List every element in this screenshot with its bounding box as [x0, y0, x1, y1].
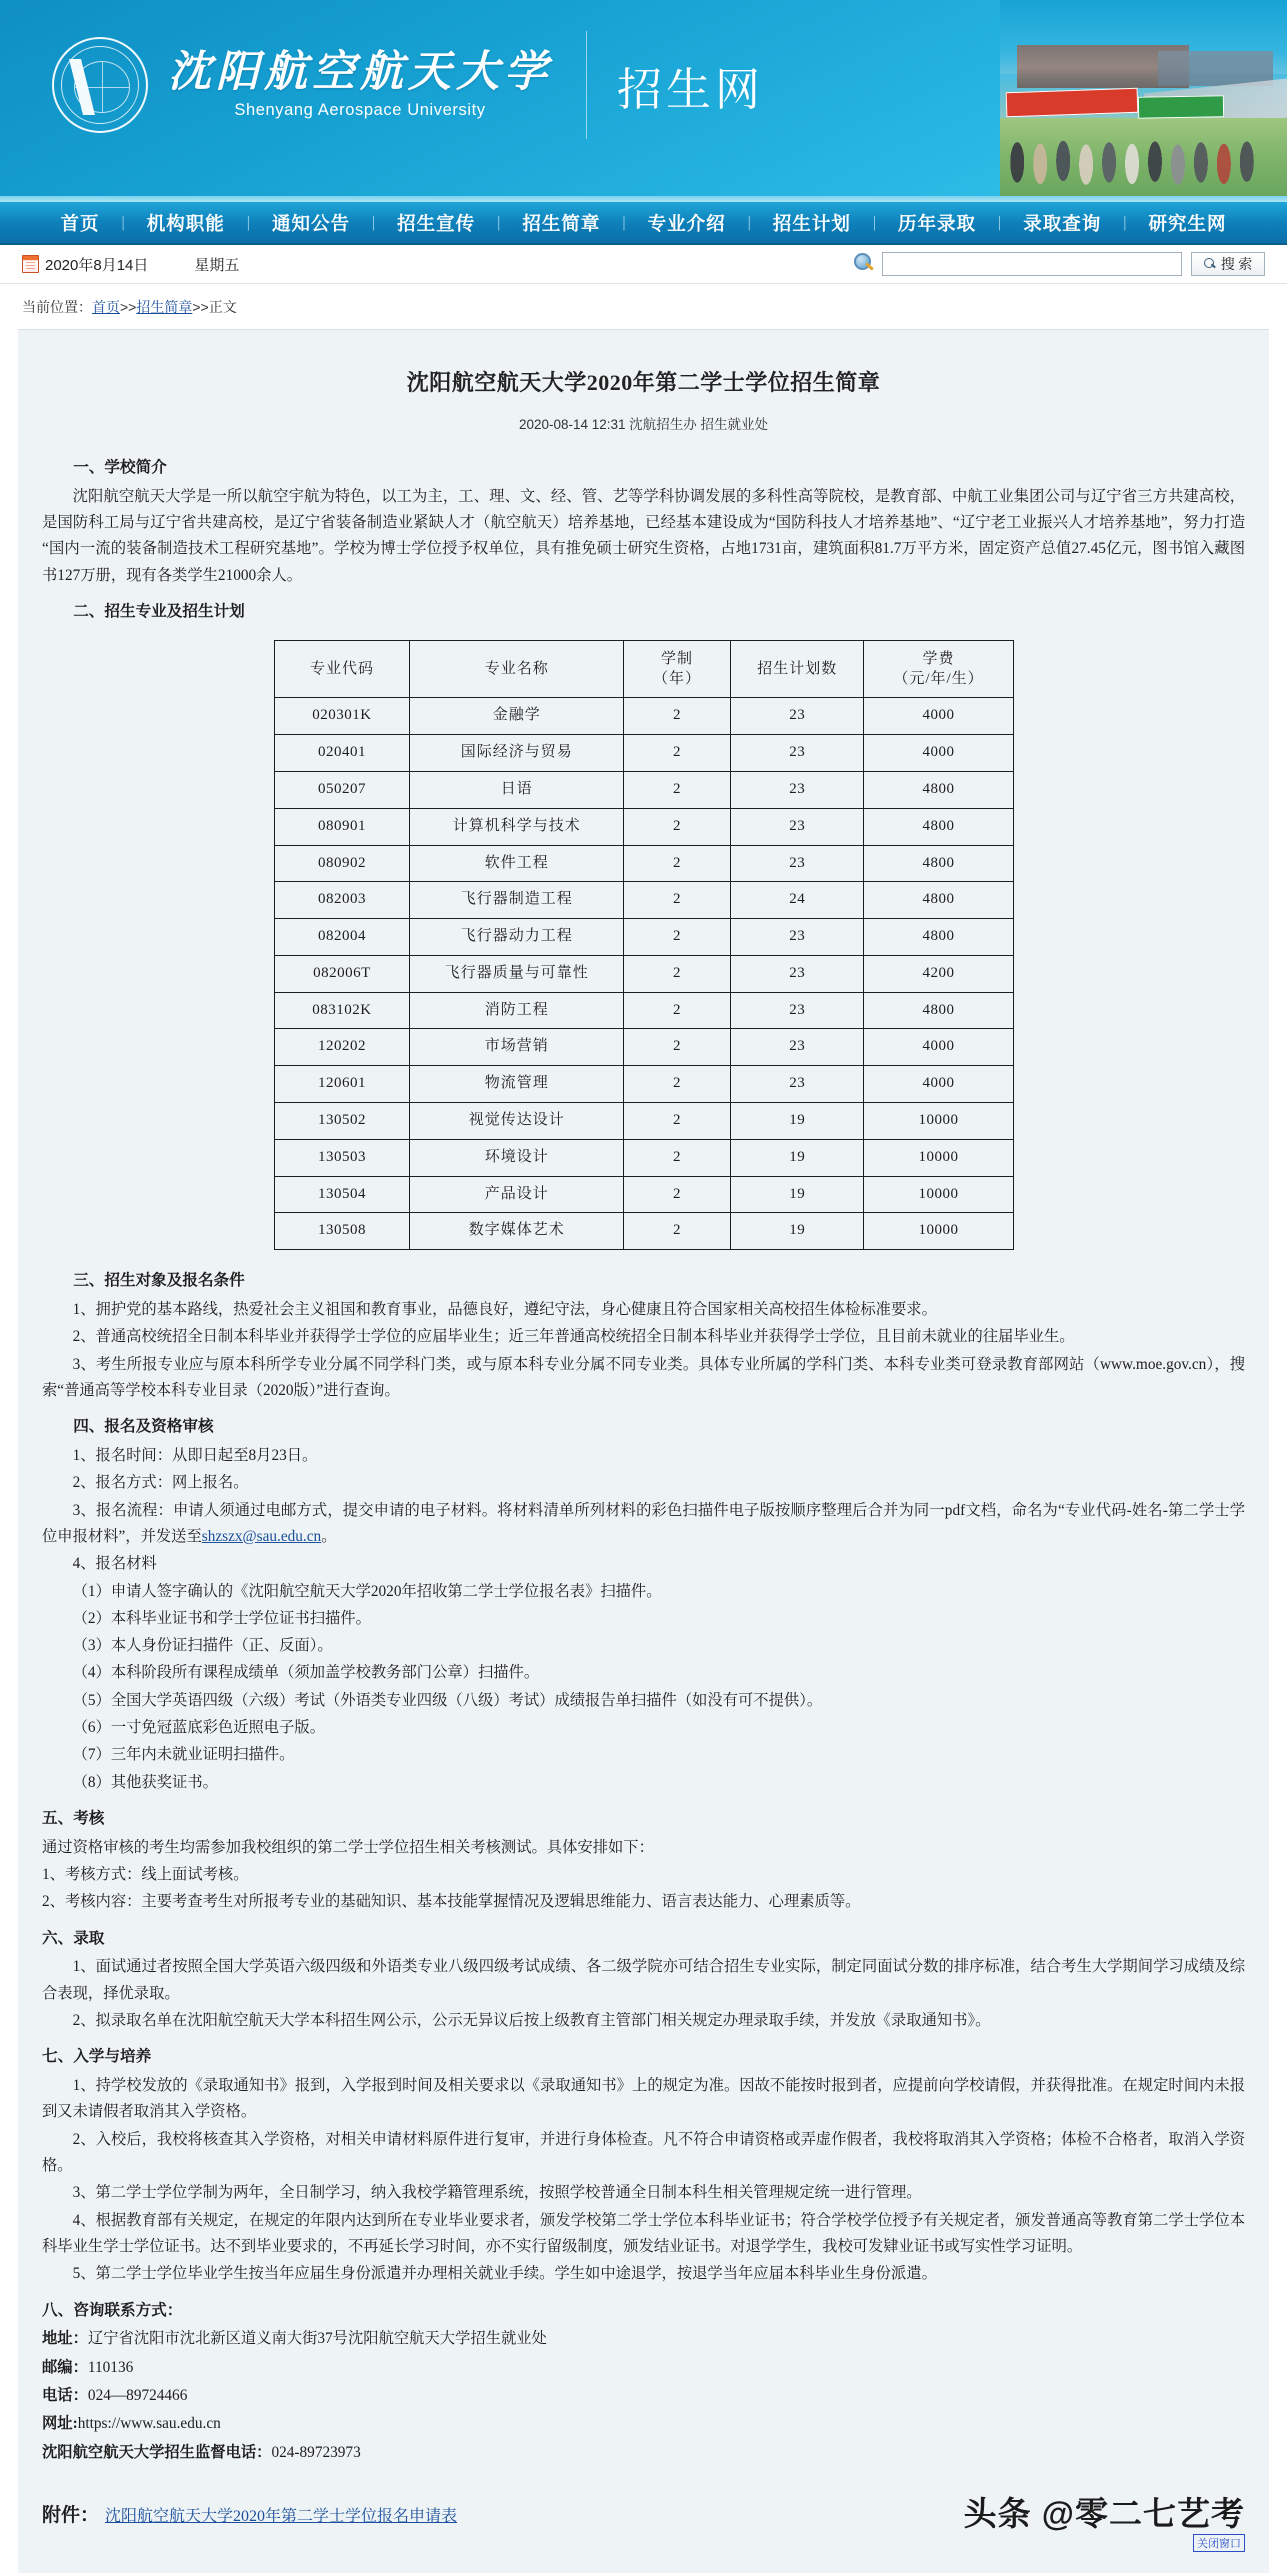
sec7-item-2: 2、入校后，我校将核查其入学资格，对相关申请材料原件进行复审，并进行身体检查。凡不符合申请资格或弄虚作假者，我校将取消其入学资格；体检不合格者，取消入学资格。	[42, 2127, 1245, 2180]
contact-website-key: 网址	[42, 2415, 73, 2432]
col-header-tuition-l1: 学费	[868, 649, 1008, 669]
site-header	[0, 0, 1287, 196]
sec4-item-2: 2、报名方式：网上报名。	[42, 1470, 1245, 1496]
table-row	[274, 845, 1013, 882]
table-row	[274, 1176, 1013, 1213]
campus-photo-banner	[1000, 0, 1287, 196]
table-row	[274, 1029, 1013, 1066]
nav-separator: |	[497, 214, 500, 232]
contact-phone-value: 024—89724466	[88, 2387, 187, 2404]
majors-table-body	[274, 698, 1013, 1250]
sec4-item-3-text: 3、报名流程：申请人须通过电邮方式，提交申请的电子材料。将材料清单所列材料的彩色扫描件电子版按顺序整理后合并为同一pdf文档，命名为“专业代码-姓名-第二学士学位申报材料”，并发送至	[42, 1502, 1245, 1545]
sec4-material-7: （7）三年内未就业证明扫描件。	[42, 1742, 1245, 1768]
logo-wordmark	[168, 50, 552, 120]
watermark	[964, 2488, 1245, 2535]
major-duration: 2	[624, 808, 731, 845]
nav-item-organization[interactable]: 机构职能	[125, 210, 247, 236]
sec4-item-3	[42, 1498, 1245, 1551]
nav-item-graduate-site[interactable]: 研究生网	[1126, 210, 1248, 236]
majors-table-head	[274, 640, 1013, 698]
sec7-item-5: 5、第二学士学位毕业学生按当年应届生身份派遣并办理相关就业手续。学生如中途退学，按退学当年应届本科毕业生身份派遣。	[42, 2261, 1245, 2287]
major-plan-count: 23	[731, 698, 864, 735]
breadcrumb-home[interactable]: 首页	[92, 299, 120, 315]
major-duration: 2	[624, 955, 731, 992]
nav-item-past-admissions[interactable]: 历年录取	[876, 210, 998, 236]
article-body	[18, 455, 1269, 2533]
major-duration: 2	[624, 1029, 731, 1066]
major-duration: 2	[624, 698, 731, 735]
major-duration: 2	[624, 992, 731, 1029]
major-plan-count: 19	[731, 1139, 864, 1176]
major-name: 视觉传达设计	[410, 1103, 624, 1140]
section-heading-5: 五、考核	[42, 1806, 1245, 1833]
major-plan-count: 23	[731, 735, 864, 772]
major-tuition: 4800	[864, 771, 1013, 808]
breadcrumb	[0, 284, 1287, 329]
contact-postcode-sep: ：	[73, 2359, 88, 2376]
search-input[interactable]	[882, 252, 1182, 276]
sec4-item-3-period: 。	[321, 1528, 336, 1545]
table-row	[274, 1066, 1013, 1103]
major-duration: 2	[624, 1103, 731, 1140]
major-tuition: 4200	[864, 955, 1013, 992]
major-code: 120601	[274, 1066, 410, 1103]
major-duration: 2	[624, 1176, 731, 1213]
contact-address-sep: ：	[73, 2330, 88, 2347]
major-duration: 2	[624, 771, 731, 808]
nav-separator: |	[998, 214, 1001, 232]
table-row	[274, 771, 1013, 808]
contact-phone-sep: ：	[73, 2387, 88, 2404]
section-heading-4: 四、报名及资格审核	[42, 1414, 1245, 1441]
major-name: 数字媒体艺术	[410, 1213, 624, 1250]
major-tuition: 4000	[864, 698, 1013, 735]
major-plan-count: 23	[731, 808, 864, 845]
table-row	[274, 1213, 1013, 1250]
nav-item-home[interactable]: 首页	[39, 210, 122, 236]
logo-english-name: Shenyang Aerospace University	[234, 101, 485, 120]
nav-item-admissions-guide[interactable]: 招生简章	[500, 210, 622, 236]
major-plan-count: 23	[731, 845, 864, 882]
col-header-duration-l2: （年）	[628, 669, 726, 689]
current-date: 2020年8月14日	[45, 254, 148, 275]
major-name: 飞行器质量与可靠性	[410, 955, 624, 992]
majors-table-wrapper	[42, 640, 1245, 1250]
search-icon	[1204, 258, 1216, 270]
major-plan-count: 19	[731, 1213, 864, 1250]
sec4-material-3: （3）本人身份证扫描件（正、反面）。	[42, 1633, 1245, 1659]
major-plan-count: 23	[731, 771, 864, 808]
search-button-label: 搜 索	[1221, 254, 1253, 274]
major-duration: 2	[624, 735, 731, 772]
globe-icon	[74, 61, 130, 113]
major-duration: 2	[624, 919, 731, 956]
breadcrumb-current: 正文	[209, 299, 237, 315]
table-row	[274, 955, 1013, 992]
major-name: 软件工程	[410, 845, 624, 882]
section-heading-7: 七、入学与培养	[42, 2044, 1245, 2071]
col-header-major-code-l1: 专业代码	[279, 659, 406, 679]
nav-separator: |	[1123, 214, 1126, 232]
search-magnifier-icon	[853, 253, 875, 275]
table-row	[274, 735, 1013, 772]
sec5-item-1: 1、考核方式：线上面试考核。	[42, 1862, 1245, 1888]
col-header-duration-l1: 学制	[628, 649, 726, 669]
section-heading-3: 三、招生对象及报名条件	[42, 1268, 1245, 1295]
photo-green-banner	[1138, 95, 1224, 118]
table-header-row	[274, 640, 1013, 698]
section-heading-2: 二、招生专业及招生计划	[42, 599, 1245, 626]
table-row	[274, 1103, 1013, 1140]
contact-address-value: 辽宁省沈阳市沈北新区道义南大街37号沈阳航空航天大学招生就业处	[88, 2330, 547, 2347]
date-display	[22, 254, 239, 275]
breadcrumb-section[interactable]: 招生简章	[136, 299, 192, 315]
major-tuition: 10000	[864, 1103, 1013, 1140]
contact-supervision-key: 沈阳航空航天大学招生监督电话	[42, 2444, 256, 2461]
major-code: 080902	[274, 845, 410, 882]
sec5-item-2: 2、考核内容：主要考查考生对所报考专业的基础知识、基本技能掌握情况及逻辑思维能力、语言表达能力、心理素质等。	[42, 1889, 1245, 1915]
major-code: 020401	[274, 735, 410, 772]
nav-separator: |	[622, 214, 625, 232]
sec3-item-2: 2、普通高校统招全日制本科毕业并获得学士学位的应届毕业生；近三年普通高校统招全日制本科毕业并获得学士学位，且目前未就业的往届毕业生。	[42, 1324, 1245, 1350]
major-plan-count: 23	[731, 1029, 864, 1066]
major-code: 050207	[274, 771, 410, 808]
major-tuition: 10000	[864, 1213, 1013, 1250]
major-code: 130504	[274, 1176, 410, 1213]
nav-separator: |	[372, 214, 375, 232]
sec3-item-3: 3、考生所报专业应与原本科所学专业分属不同学科门类，或与原本科专业分属不同专业类。具体专业所属的学科门类、本科专业类可登录教育部网站（www.moe.gov.cn），搜索“普通高等学校本科专业目录（2020版）”进行查询。	[42, 1352, 1245, 1405]
contact-website	[42, 2411, 1245, 2437]
breadcrumb-separator-1: >>	[120, 299, 136, 315]
nav-item-majors[interactable]: 专业介绍	[626, 210, 748, 236]
major-duration: 2	[624, 882, 731, 919]
current-weekday: 星期五	[194, 254, 239, 275]
contact-phone	[42, 2383, 1245, 2409]
major-code: 083102K	[274, 992, 410, 1029]
major-code: 130508	[274, 1213, 410, 1250]
nav-separator: |	[873, 214, 876, 232]
sec4-material-4: （4）本科阶段所有课程成绩单（须加盖学校教务部门公章）扫描件。	[42, 1660, 1245, 1686]
search-button[interactable]	[1191, 252, 1265, 276]
major-tuition: 4800	[864, 808, 1013, 845]
sec5-intro: 通过资格审核的考生均需参加我校组织的第二学士学位招生相关考核测试。具体安排如下：	[42, 1835, 1245, 1861]
school-intro-paragraph: 沈阳航空航天大学是一所以航空宇航为特色，以工为主，工、理、文、经、管、艺等学科协调发展的多科性高等院校，是教育部、中航工业集团公司与辽宁省三方共建高校，是国防科工局与辽宁省共建高校，是辽宁省装备制造业紧缺人才（航空航天）培养基地，已经基本建设成为“国防科技人才培养基地”、“辽宁老工业振兴人才培养基地”，努力打造“国内一流的装备制造技术工程研究基地”。学校为博士学位授予权单位，具有推免硕士研究生资格，占地1731亩，建筑面积81.7万平方米，固定资产总值27.45亿元，图书馆入藏图书127万册，现有各类学生21000余人。	[42, 484, 1245, 589]
close-window-button[interactable]: 关闭窗口	[1193, 2534, 1245, 2552]
sec6-item-1: 1、面试通过者按照全国大学英语六级四级和外语类专业八级四级考试成绩、各二级学院亦可结合招生专业实际，制定同面试分数的排序标准，结合考生大学期间学习成绩及综合表现，择优录取。	[42, 1954, 1245, 2007]
section-heading-8: 八、咨询联系方式：	[42, 2298, 1245, 2325]
majors-table	[274, 640, 1014, 1250]
major-plan-count: 19	[731, 1103, 864, 1140]
major-tuition: 10000	[864, 1139, 1013, 1176]
contact-address-key: 地址	[42, 2330, 73, 2347]
major-code: 082006T	[274, 955, 410, 992]
major-plan-count: 23	[731, 1066, 864, 1103]
attachment-link[interactable]: 沈阳航空航天大学2020年第二学士学位报名申请表	[105, 2503, 457, 2531]
sec4-item-4: 4、报名材料	[42, 1551, 1245, 1577]
col-header-plan-count	[731, 640, 864, 698]
table-row	[274, 1139, 1013, 1176]
major-code: 020301K	[274, 698, 410, 735]
main-navigation	[0, 202, 1287, 245]
sec7-item-4: 4、根据教育部有关规定，在规定的年限内达到所在专业毕业要求者，颁发学校第二学士学位本科毕业证书；符合学校学位授予有关规定者，颁发普通高等教育第二学士学位本科毕业生学士学位证书。达不到毕业要求的，不再延长学习时间，亦不实行留级制度，颁发结业证书。对退学学生，我校可发肄业证书或写实性学习证明。	[42, 2208, 1245, 2261]
university-seal-icon	[52, 37, 148, 133]
application-email-link[interactable]: shzszx@sau.edu.cn	[202, 1528, 321, 1545]
sec7-item-3: 3、第二学士学位学制为两年，全日制学习，纳入我校学籍管理系统，按照学校普通全日制本科生相关管理规定统一进行管理。	[42, 2180, 1245, 2206]
logo-divider	[586, 31, 587, 139]
breadcrumb-label: 当前位置：	[22, 299, 92, 315]
contact-postcode-value: 110136	[88, 2359, 133, 2376]
major-name: 市场营销	[410, 1029, 624, 1066]
major-plan-count: 19	[731, 1176, 864, 1213]
site-name-label: 招生网	[617, 53, 764, 118]
contact-supervision-sep: ：	[256, 2444, 271, 2461]
major-code: 082004	[274, 919, 410, 956]
contact-website-sep: :	[73, 2415, 78, 2432]
major-plan-count: 24	[731, 882, 864, 919]
major-tuition: 4000	[864, 1066, 1013, 1103]
major-plan-count: 23	[731, 955, 864, 992]
article-container	[18, 329, 1269, 2573]
contact-phone-key: 电话	[42, 2387, 73, 2404]
major-plan-count: 23	[731, 919, 864, 956]
nav-separator: |	[122, 214, 125, 232]
sec3-item-1: 1、拥护党的基本路线，热爱社会主义祖国和教育事业，品德良好，遵纪守法，身心健康且符合国家相关高校招生体检标准要求。	[42, 1297, 1245, 1323]
utility-bar	[0, 245, 1287, 284]
watermark-text: 头条 @零二七艺考	[964, 2488, 1245, 2535]
contact-supervision-phone	[42, 2440, 1245, 2466]
photo-red-banner	[1005, 88, 1138, 118]
nav-item-admission-plan[interactable]: 招生计划	[751, 210, 873, 236]
contact-website-value: https://www.sau.edu.cn	[78, 2415, 221, 2432]
major-duration: 2	[624, 845, 731, 882]
calendar-icon	[22, 255, 39, 273]
page-title: 沈阳航空航天大学2020年第二学士学位招生简章	[18, 366, 1269, 397]
nav-separator: |	[247, 214, 250, 232]
major-name: 飞行器制造工程	[410, 882, 624, 919]
sec6-item-2: 2、拟录取名单在沈阳航空航天大学本科招生网公示，公示无异议后按上级教育主管部门相关规定办理录取手续，并发放《录取通知书》。	[42, 2008, 1245, 2034]
col-header-tuition	[864, 640, 1013, 698]
col-header-tuition-l2: （元/年/生）	[868, 669, 1008, 689]
major-name: 金融学	[410, 698, 624, 735]
breadcrumb-separator-2: >>	[192, 299, 208, 315]
col-header-major-code	[274, 640, 410, 698]
search-area	[853, 252, 1265, 276]
table-row	[274, 992, 1013, 1029]
sec7-item-1: 1、持学校发放的《录取通知书》报到，入学报到时间及相关要求以《录取通知书》上的规定为准。因故不能按时报到者，应提前向学校请假，并获得批准。在规定时间内未报到又未请假者取消其入学资格。	[42, 2073, 1245, 2126]
sec4-material-6: （6）一寸免冠蓝底彩色近照电子版。	[42, 1715, 1245, 1741]
article-meta: 2020-08-14 12:31 沈航招生办 招生就业处	[18, 413, 1269, 433]
major-plan-count: 23	[731, 992, 864, 1029]
col-header-major-name-l1: 专业名称	[414, 659, 619, 679]
major-duration: 2	[624, 1213, 731, 1250]
col-header-duration	[624, 640, 731, 698]
contact-postcode-key: 邮编	[42, 2359, 73, 2376]
table-row	[274, 698, 1013, 735]
section-heading-1: 一、学校简介	[42, 455, 1245, 482]
sec4-material-8: （8）其他获奖证书。	[42, 1770, 1245, 1796]
sec4-material-1: （1）申请人签字确认的《沈阳航空航天大学2020年招收第二学士学位报名表》扫描件。	[42, 1579, 1245, 1605]
nav-item-admission-query[interactable]: 录取查询	[1001, 210, 1123, 236]
photo-student-crowd	[1000, 118, 1287, 192]
section-heading-6: 六、录取	[42, 1926, 1245, 1953]
major-code: 082003	[274, 882, 410, 919]
major-name: 国际经济与贸易	[410, 735, 624, 772]
major-tuition: 4800	[864, 845, 1013, 882]
major-tuition: 10000	[864, 1176, 1013, 1213]
major-name: 飞行器动力工程	[410, 919, 624, 956]
table-row	[274, 808, 1013, 845]
attachment-label: 附件：	[42, 2500, 99, 2533]
major-name: 日语	[410, 771, 624, 808]
major-tuition: 4800	[864, 882, 1013, 919]
col-header-major-name	[410, 640, 624, 698]
table-row	[274, 882, 1013, 919]
logo-chinese-name: 沈阳航空航天大学	[168, 50, 552, 95]
sec4-item-1: 1、报名时间：从即日起至8月23日。	[42, 1443, 1245, 1469]
major-duration: 2	[624, 1066, 731, 1103]
nav-items-container	[39, 210, 1249, 236]
major-name: 物流管理	[410, 1066, 624, 1103]
table-row	[274, 919, 1013, 956]
contact-address	[42, 2326, 1245, 2352]
contact-supervision-value: 024-89723973	[271, 2444, 360, 2461]
major-tuition: 4000	[864, 1029, 1013, 1066]
major-tuition: 4800	[864, 992, 1013, 1029]
major-name: 产品设计	[410, 1176, 624, 1213]
major-name: 消防工程	[410, 992, 624, 1029]
col-header-plan-count-l1: 招生计划数	[735, 659, 859, 679]
major-code: 130503	[274, 1139, 410, 1176]
nav-separator: |	[748, 214, 751, 232]
sec4-material-5: （5）全国大学英语四级（六级）考试（外语类专业四级（八级）考试）成绩报告单扫描件（如没有可不提供）。	[42, 1688, 1245, 1714]
major-code: 130502	[274, 1103, 410, 1140]
major-code: 080901	[274, 808, 410, 845]
sec4-material-2: （2）本科毕业证书和学士学位证书扫描件。	[42, 1606, 1245, 1632]
major-code: 120202	[274, 1029, 410, 1066]
site-logo-block[interactable]	[52, 30, 764, 140]
major-tuition: 4000	[864, 735, 1013, 772]
major-tuition: 4800	[864, 919, 1013, 956]
major-duration: 2	[624, 1139, 731, 1176]
contact-postcode	[42, 2355, 1245, 2381]
nav-item-admissions-promo[interactable]: 招生宣传	[375, 210, 497, 236]
major-name: 计算机科学与技术	[410, 808, 624, 845]
nav-item-announcements[interactable]: 通知公告	[250, 210, 372, 236]
major-name: 环境设计	[410, 1139, 624, 1176]
